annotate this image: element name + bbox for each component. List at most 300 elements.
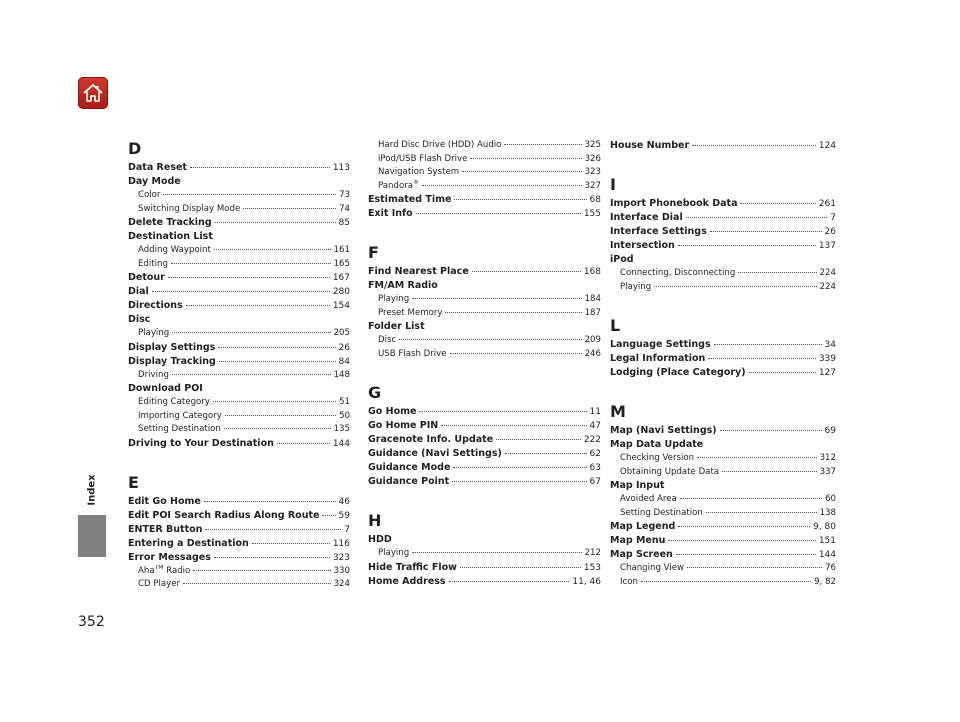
dot-leader xyxy=(686,217,828,218)
term-text: Pandora xyxy=(378,180,414,191)
page-ref[interactable]: 47 xyxy=(589,421,601,431)
term-text: iPod/USB Flash Drive xyxy=(378,153,468,164)
dot-leader xyxy=(422,185,582,186)
index-entry xyxy=(128,230,350,244)
term-text: ENTER Button xyxy=(128,523,203,535)
page-ref[interactable]: 246 xyxy=(584,348,601,359)
dot-leader xyxy=(738,272,816,273)
page-ref[interactable]: 116 xyxy=(332,538,350,549)
index-entry xyxy=(128,175,350,189)
term-text: Exit Info xyxy=(368,208,413,219)
index-entry xyxy=(368,405,601,419)
page-ref[interactable]: 153 xyxy=(583,562,601,573)
index-entry xyxy=(128,341,350,355)
term-text: Guidance (Navi Settings) xyxy=(368,448,502,459)
term-text: Delete Tracking xyxy=(128,217,212,228)
term-text: Disc xyxy=(378,335,397,345)
dot-leader xyxy=(452,481,586,482)
dot-leader xyxy=(186,305,330,306)
index-subentry xyxy=(368,334,601,348)
index-entry xyxy=(368,433,601,447)
page-ref[interactable]: 280 xyxy=(332,287,350,297)
index-subentry xyxy=(610,267,836,281)
term-text: Changing View xyxy=(620,563,685,573)
term-text: Day Mode xyxy=(128,176,181,187)
term-text: FM/AM Radio xyxy=(368,280,438,291)
section-gap xyxy=(368,361,601,383)
page-number: 352 xyxy=(78,614,105,630)
dot-leader xyxy=(419,411,586,412)
index-entry xyxy=(368,265,601,279)
index-label-text: Index xyxy=(86,474,98,506)
index-entry xyxy=(368,561,601,575)
dot-leader xyxy=(697,457,817,458)
section-gap xyxy=(128,451,350,473)
index-term xyxy=(610,211,683,225)
index-term xyxy=(138,423,221,437)
term-text: Playing xyxy=(378,548,410,558)
page-ref[interactable]: 127 xyxy=(818,368,836,378)
index-entry xyxy=(128,313,350,327)
dot-leader xyxy=(472,271,581,272)
term-text: Icon xyxy=(620,576,638,587)
index-term xyxy=(620,562,684,576)
index-term xyxy=(128,313,150,327)
index-term xyxy=(378,334,396,348)
section-letter: G xyxy=(368,383,382,402)
index-term xyxy=(620,507,703,521)
index-entry xyxy=(368,279,601,293)
index-term xyxy=(368,561,457,575)
index-term xyxy=(620,493,677,507)
index-term xyxy=(368,533,392,547)
index-term xyxy=(128,355,216,369)
page-ref[interactable]: 187 xyxy=(584,307,601,318)
index-subentry xyxy=(368,139,601,153)
dot-leader xyxy=(722,471,817,472)
index-term xyxy=(128,230,213,244)
dot-leader xyxy=(243,208,336,209)
page-ref[interactable]: 151 xyxy=(818,536,836,546)
page-ref[interactable]: 144 xyxy=(332,438,350,449)
index-section xyxy=(368,243,601,361)
page-ref[interactable]: 9, 80 xyxy=(813,522,836,532)
page-ref[interactable]: 327 xyxy=(584,180,601,191)
index-entry xyxy=(368,575,601,589)
index-entry xyxy=(128,382,350,396)
page-ref[interactable]: 67 xyxy=(589,477,601,487)
dot-leader xyxy=(172,374,331,375)
page-ref[interactable]: 339 xyxy=(818,354,836,364)
page-ref[interactable]: 7 xyxy=(344,524,350,535)
page-ref[interactable]: 84 xyxy=(338,356,350,367)
index-subentry xyxy=(368,547,601,561)
index-section xyxy=(128,139,350,451)
index-term xyxy=(128,495,201,509)
dot-leader xyxy=(416,213,581,214)
term-text: Interface Settings xyxy=(610,226,707,237)
page-ref[interactable]: 51 xyxy=(339,397,350,407)
index-subentry xyxy=(610,493,836,507)
term-text: Directions xyxy=(128,300,183,311)
index-term xyxy=(138,189,160,203)
index-subentry xyxy=(610,562,836,576)
section-letter: F xyxy=(368,243,379,262)
dot-leader xyxy=(399,339,581,340)
dot-leader xyxy=(720,430,822,431)
term-text: Destination List xyxy=(128,231,213,242)
page-ref[interactable]: 9, 82 xyxy=(814,576,836,587)
index-term xyxy=(128,537,249,551)
index-term xyxy=(378,348,447,362)
section-gap xyxy=(368,489,601,511)
term-text: Home Address xyxy=(368,575,446,587)
term-text: Display Tracking xyxy=(128,355,216,367)
page-ref[interactable]: 161 xyxy=(333,245,350,255)
index-subentry xyxy=(610,452,836,466)
page-ref[interactable]: 324 xyxy=(333,579,350,589)
dot-leader xyxy=(470,158,581,159)
index-entry xyxy=(128,509,350,523)
index-term xyxy=(610,520,675,534)
page-ref[interactable]: 165 xyxy=(333,258,350,269)
index-subentry xyxy=(368,307,601,321)
dot-leader xyxy=(708,358,816,359)
index-entry xyxy=(128,355,350,369)
page-ref[interactable]: 144 xyxy=(818,550,836,560)
index-entry xyxy=(610,338,836,352)
term-text: Edit Go Home xyxy=(128,495,201,507)
term-text: Importing Category xyxy=(138,410,222,421)
term-text: HDD xyxy=(368,534,392,545)
index-subentry xyxy=(128,327,350,341)
index-entry xyxy=(610,479,836,493)
term-text: Estimated Time xyxy=(368,194,452,205)
term-text: Guidance Mode xyxy=(368,462,451,473)
page-ref[interactable]: 74 xyxy=(339,203,350,214)
index-subentry xyxy=(368,348,601,362)
index-entry xyxy=(128,216,350,230)
dot-leader xyxy=(252,543,330,544)
section-gap xyxy=(610,153,836,175)
page-ref[interactable]: 154 xyxy=(332,301,350,311)
index-term xyxy=(378,547,409,561)
index-entry xyxy=(128,271,350,285)
index-term xyxy=(128,175,181,189)
trademark-mark: TM xyxy=(154,564,164,571)
page-ref[interactable]: 167 xyxy=(332,273,350,283)
index-term xyxy=(368,265,469,279)
index-term xyxy=(620,452,694,466)
dot-leader xyxy=(450,353,582,354)
term-text: Preset Memory xyxy=(378,307,443,318)
term-text: Checking Version xyxy=(620,453,695,463)
index-term xyxy=(128,341,215,355)
page-ref[interactable]: 50 xyxy=(339,410,350,421)
index-section xyxy=(610,402,836,589)
dot-leader xyxy=(163,194,336,195)
page-ref[interactable]: 7 xyxy=(830,213,836,223)
page-ref[interactable]: 26 xyxy=(824,227,836,237)
page-ref[interactable]: 337 xyxy=(819,466,836,477)
term-text: Import Phonebook Data xyxy=(610,198,738,209)
dot-leader xyxy=(183,583,331,584)
index-section xyxy=(368,511,601,589)
term-text: Aha xyxy=(138,565,155,576)
page-ref[interactable]: 135 xyxy=(333,424,350,434)
index-term xyxy=(138,244,211,258)
index-entry xyxy=(610,253,836,267)
term-text: Driving xyxy=(138,369,169,380)
index-term xyxy=(128,551,211,565)
dot-leader xyxy=(204,501,336,502)
page-ref[interactable]: 85 xyxy=(338,218,350,228)
dot-leader xyxy=(213,401,336,402)
index-term xyxy=(138,369,169,383)
page-ref[interactable]: 138 xyxy=(819,507,836,518)
index-entry xyxy=(128,551,350,565)
index-term xyxy=(610,225,707,239)
index-term xyxy=(138,565,190,579)
index-entry xyxy=(128,523,350,537)
index-term xyxy=(378,153,467,167)
index-entry xyxy=(368,193,601,207)
index-subentry xyxy=(128,423,350,437)
index-term xyxy=(610,548,673,562)
term-text: Obtaining Update Data xyxy=(620,466,720,477)
page-ref[interactable]: 224 xyxy=(819,281,836,292)
index-entry xyxy=(610,139,836,153)
dot-leader xyxy=(740,203,815,204)
index-entry xyxy=(610,197,836,211)
term-text: Hard Disc Drive (HDD) Audio xyxy=(378,140,502,150)
dot-leader xyxy=(322,515,335,516)
dot-leader xyxy=(412,298,581,299)
term-text: Adding Waypoint xyxy=(138,245,211,255)
page-ref[interactable]: 330 xyxy=(333,565,350,576)
page-ref[interactable]: 68 xyxy=(589,195,601,205)
index-term xyxy=(610,338,711,352)
index-term xyxy=(138,578,180,592)
page-ref[interactable]: 326 xyxy=(584,153,601,164)
index-term xyxy=(610,197,737,211)
index-term xyxy=(610,253,634,267)
index-entry xyxy=(128,285,350,299)
dot-leader xyxy=(225,415,336,416)
term-text: Setting Destination xyxy=(138,424,221,434)
index-subentry xyxy=(128,565,350,579)
index-section xyxy=(128,473,350,592)
dot-leader xyxy=(412,552,581,553)
index-entry xyxy=(610,239,836,253)
index-entry xyxy=(610,548,836,562)
index-entry xyxy=(610,438,836,452)
term-text: Color xyxy=(138,190,161,200)
index-entry xyxy=(128,537,350,551)
page-ref[interactable]: 34 xyxy=(824,340,836,350)
dot-leader xyxy=(214,557,330,558)
dot-leader xyxy=(654,286,816,287)
dot-leader xyxy=(205,529,341,530)
term-text-suffix: Radio xyxy=(163,565,191,576)
index-section xyxy=(368,383,601,489)
index-subentry xyxy=(610,466,836,480)
dot-leader xyxy=(678,526,810,527)
dot-leader xyxy=(676,554,816,555)
index-entry xyxy=(128,495,350,509)
page-ref[interactable]: 205 xyxy=(333,328,350,338)
dot-leader xyxy=(505,453,587,454)
page-ref[interactable]: 209 xyxy=(584,335,601,345)
index-term xyxy=(128,299,183,313)
dot-leader xyxy=(219,361,336,362)
term-text: iPod xyxy=(610,254,634,265)
dot-leader xyxy=(668,540,815,541)
index-term xyxy=(128,216,212,230)
term-text: Go Home PIN xyxy=(368,420,439,431)
page-ref[interactable]: 11 xyxy=(589,407,601,417)
index-term xyxy=(620,281,651,295)
term-text: Setting Destination xyxy=(620,507,703,518)
page-ref[interactable]: 325 xyxy=(584,140,601,150)
section-letter: M xyxy=(610,402,626,421)
dot-leader xyxy=(749,372,816,373)
index-entry xyxy=(610,424,836,438)
index-term xyxy=(128,285,149,299)
page-ref[interactable]: 124 xyxy=(818,141,836,151)
page-ref[interactable]: 113 xyxy=(332,163,350,173)
index-term xyxy=(368,320,425,334)
section-gap xyxy=(610,380,836,402)
page-ref[interactable]: 76 xyxy=(825,563,836,573)
page-ref[interactable]: 62 xyxy=(589,449,601,459)
index-entry xyxy=(368,419,601,433)
index-term xyxy=(378,166,459,180)
page-ref[interactable]: 26 xyxy=(338,342,350,353)
index-term xyxy=(368,475,449,489)
dot-leader xyxy=(454,199,586,200)
index-entry xyxy=(368,320,601,334)
page-ref[interactable]: 212 xyxy=(584,548,601,558)
dot-leader xyxy=(215,222,336,223)
dot-leader xyxy=(460,567,581,568)
dot-leader xyxy=(504,144,581,145)
index-subentry xyxy=(128,189,350,203)
term-text: Gracenote Info. Update xyxy=(368,434,494,445)
term-text: Detour xyxy=(128,272,165,283)
index-term xyxy=(610,239,675,253)
term-text: Download POI xyxy=(128,383,203,394)
term-text: House Number xyxy=(610,140,690,151)
term-text: Dial xyxy=(128,286,149,297)
index-column-1 xyxy=(128,139,350,592)
page-ref[interactable]: 73 xyxy=(339,190,350,200)
dot-leader xyxy=(462,171,581,172)
index-term xyxy=(128,509,319,523)
page-ref[interactable]: 59 xyxy=(338,510,350,521)
page-ref[interactable]: 148 xyxy=(333,369,350,380)
section-letter: D xyxy=(128,139,142,158)
page-ref[interactable]: 137 xyxy=(818,241,836,251)
index-term xyxy=(610,139,689,153)
term-text: Legal Information xyxy=(610,353,706,364)
page-ref[interactable]: 168 xyxy=(583,267,601,277)
index-entry xyxy=(610,534,836,548)
index-term xyxy=(378,293,409,307)
index-term xyxy=(368,405,416,419)
term-text: Driving to Your Destination xyxy=(128,437,274,449)
index-side-label xyxy=(77,470,107,510)
dot-leader xyxy=(224,428,331,429)
index-term xyxy=(368,447,502,461)
index-term xyxy=(368,419,438,433)
index-subentry xyxy=(610,281,836,295)
page-ref[interactable]: 60 xyxy=(825,494,836,504)
page-ref[interactable]: 224 xyxy=(819,268,836,278)
index-entry xyxy=(128,299,350,313)
index-column-2 xyxy=(368,139,601,589)
index-subentry xyxy=(128,244,350,258)
dot-leader xyxy=(680,498,822,499)
term-text: Avoided Area xyxy=(620,494,677,504)
term-text: Go Home xyxy=(368,406,417,417)
page-ref[interactable]: 11, 46 xyxy=(572,576,601,587)
index-term xyxy=(620,576,638,590)
page-ref[interactable]: 261 xyxy=(818,199,836,209)
term-text: Map Screen xyxy=(610,549,673,560)
term-text: USB Flash Drive xyxy=(378,348,447,359)
index-term xyxy=(378,180,419,194)
dot-leader xyxy=(678,245,816,246)
index-subentry xyxy=(128,258,350,272)
home-button[interactable] xyxy=(78,77,108,109)
page-ref[interactable]: 323 xyxy=(332,552,350,563)
index-entry xyxy=(128,437,350,451)
page-ref[interactable]: 312 xyxy=(819,453,836,463)
index-term xyxy=(128,437,274,451)
term-text: Connecting, Disconnecting xyxy=(620,268,736,278)
page-ref[interactable]: 184 xyxy=(584,294,601,304)
index-term xyxy=(378,307,442,321)
dot-leader xyxy=(453,467,586,468)
index-term xyxy=(368,461,450,475)
index-entry xyxy=(610,520,836,534)
dot-leader xyxy=(193,570,330,571)
term-text: Playing xyxy=(138,328,170,338)
index-subentry xyxy=(610,576,836,590)
index-term xyxy=(610,366,746,380)
dot-leader xyxy=(172,332,330,333)
term-text: Display Settings xyxy=(128,341,216,353)
term-text: Data Reset xyxy=(128,162,187,173)
term-text: Map Menu xyxy=(610,535,666,546)
index-section xyxy=(610,175,836,294)
index-term xyxy=(368,433,493,447)
page-ref[interactable]: 69 xyxy=(824,426,836,436)
page-ref[interactable]: 323 xyxy=(584,167,601,177)
page-ref[interactable]: 63 xyxy=(589,463,601,473)
index-entry xyxy=(610,366,836,380)
term-text: Editing Category xyxy=(138,397,210,407)
term-text: Folder List xyxy=(368,321,425,332)
page-ref[interactable]: 222 xyxy=(583,435,601,445)
dot-leader xyxy=(641,581,811,582)
term-text: Editing xyxy=(138,258,168,269)
page-ref[interactable]: 46 xyxy=(338,496,350,507)
page-ref[interactable]: 155 xyxy=(583,209,601,219)
index-term xyxy=(620,466,719,480)
dot-leader xyxy=(692,145,816,146)
